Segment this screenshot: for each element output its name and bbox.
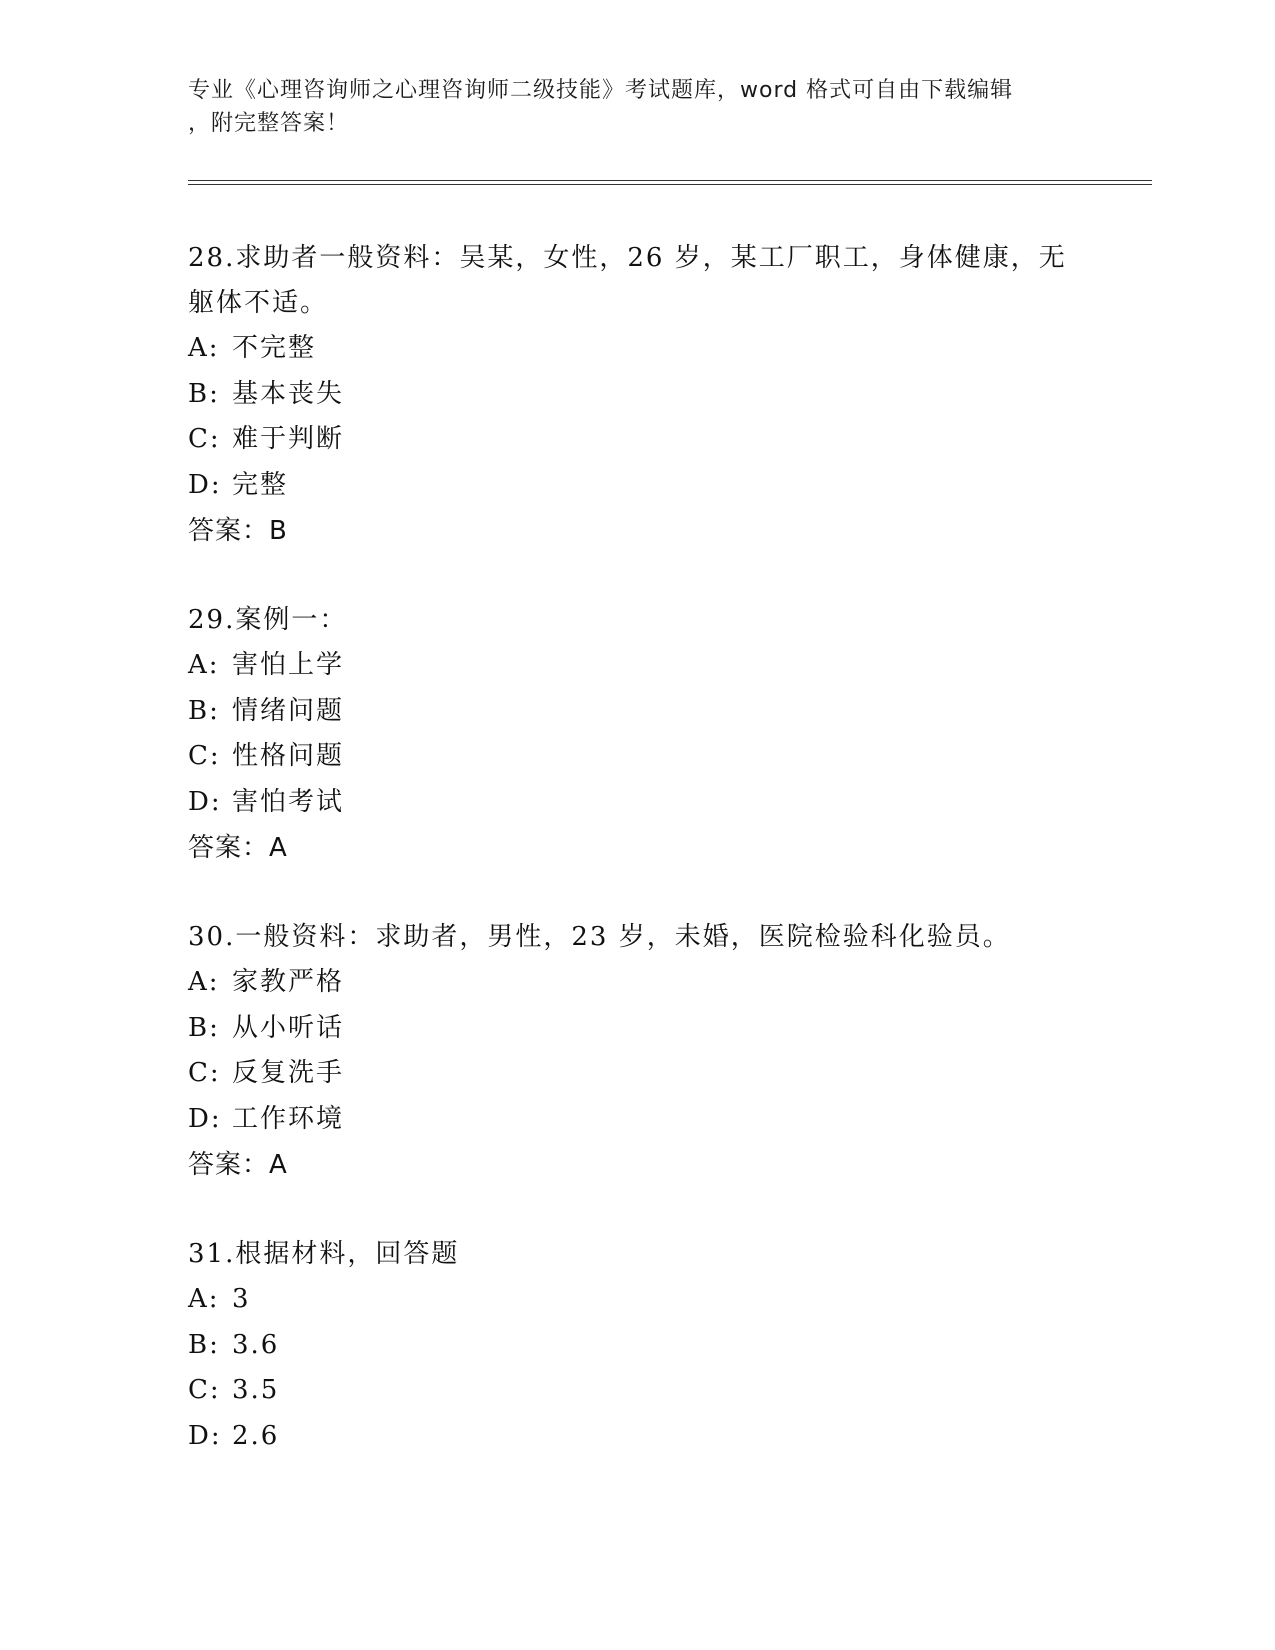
option-d bbox=[188, 1414, 1088, 1460]
option-text: 3.6 bbox=[232, 1329, 280, 1360]
option-letter: A: bbox=[188, 650, 220, 680]
option-text: 工作环境 bbox=[232, 1103, 345, 1134]
option-text: 基本丧失 bbox=[232, 378, 345, 409]
option-b bbox=[188, 372, 1088, 418]
option-c bbox=[188, 1368, 1088, 1414]
option-a bbox=[188, 960, 1088, 1006]
question-29 bbox=[188, 598, 1088, 871]
answer: 答案：A bbox=[188, 1150, 288, 1180]
option-text: 害怕考试 bbox=[232, 786, 345, 817]
option-text: 反复洗手 bbox=[232, 1058, 345, 1088]
option-b bbox=[188, 1006, 1088, 1052]
answer: 答案：B bbox=[188, 516, 288, 546]
option-a bbox=[188, 1277, 1088, 1323]
question-text bbox=[188, 236, 1088, 326]
question-list bbox=[188, 236, 1088, 1503]
option-letter: A: bbox=[188, 967, 220, 997]
question-text-line-2: 躯体不适。 bbox=[188, 288, 329, 318]
question-31 bbox=[188, 1232, 1088, 1459]
document-header bbox=[188, 74, 1068, 140]
option-letter: C: bbox=[188, 1058, 221, 1088]
option-d bbox=[188, 1097, 1088, 1143]
question-text bbox=[188, 598, 1088, 643]
option-text: 完整 bbox=[232, 469, 289, 500]
option-letter: B: bbox=[188, 1329, 220, 1360]
option-c bbox=[188, 734, 1088, 780]
option-letter: C: bbox=[188, 741, 221, 771]
option-letter: C: bbox=[188, 424, 221, 454]
option-c bbox=[188, 417, 1088, 463]
answer: 答案：A bbox=[188, 833, 288, 863]
question-28 bbox=[188, 236, 1088, 554]
option-b bbox=[188, 689, 1088, 735]
option-letter: D: bbox=[188, 1420, 222, 1451]
option-d bbox=[188, 780, 1088, 826]
header-line-2: ，附完整答案！ bbox=[188, 111, 350, 136]
question-text-line-1: 28.求助者一般资料：吴某，女性，26 岁，某工厂职工，身体健康，无 bbox=[188, 243, 1067, 273]
option-a bbox=[188, 326, 1088, 372]
question-text-line-1: 30.一般资料：求助者，男性，23 岁，未婚，医院检验科化验员。 bbox=[188, 922, 1011, 952]
option-a bbox=[188, 643, 1088, 689]
option-text: 家教严格 bbox=[232, 967, 345, 997]
option-letter: B: bbox=[188, 378, 220, 409]
question-text-line-1: 31.根据材料，回答题 bbox=[188, 1239, 460, 1269]
option-d bbox=[188, 463, 1088, 509]
question-text-line-1: 29.案例一： bbox=[188, 605, 348, 635]
option-letter: D: bbox=[188, 1103, 222, 1134]
option-letter: A: bbox=[188, 333, 220, 363]
option-text: 不完整 bbox=[232, 333, 317, 363]
header-line-1: 专业《心理咨询师之心理咨询师二级技能》考试题库，word 格式可自由下载编辑 bbox=[188, 78, 1014, 103]
question-text bbox=[188, 1232, 1088, 1277]
option-text: 性格问题 bbox=[232, 741, 345, 771]
option-text: 3 bbox=[232, 1284, 251, 1314]
option-letter: B: bbox=[188, 695, 220, 726]
header-rule-bottom bbox=[188, 184, 1152, 185]
option-letter: A: bbox=[188, 1284, 220, 1314]
question-text bbox=[188, 915, 1088, 960]
option-b bbox=[188, 1323, 1088, 1369]
option-text: 情绪问题 bbox=[232, 695, 345, 726]
option-text: 3.5 bbox=[232, 1375, 280, 1405]
option-text: 害怕上学 bbox=[232, 650, 345, 680]
option-c bbox=[188, 1051, 1088, 1097]
option-letter: B: bbox=[188, 1012, 220, 1043]
option-letter: D: bbox=[188, 469, 222, 500]
question-30 bbox=[188, 915, 1088, 1188]
header-rule-top bbox=[188, 180, 1152, 181]
option-letter: C: bbox=[188, 1375, 221, 1405]
option-letter: D: bbox=[188, 786, 222, 817]
option-text: 2.6 bbox=[232, 1420, 280, 1451]
option-text: 难于判断 bbox=[232, 424, 345, 454]
option-text: 从小听话 bbox=[232, 1012, 345, 1043]
